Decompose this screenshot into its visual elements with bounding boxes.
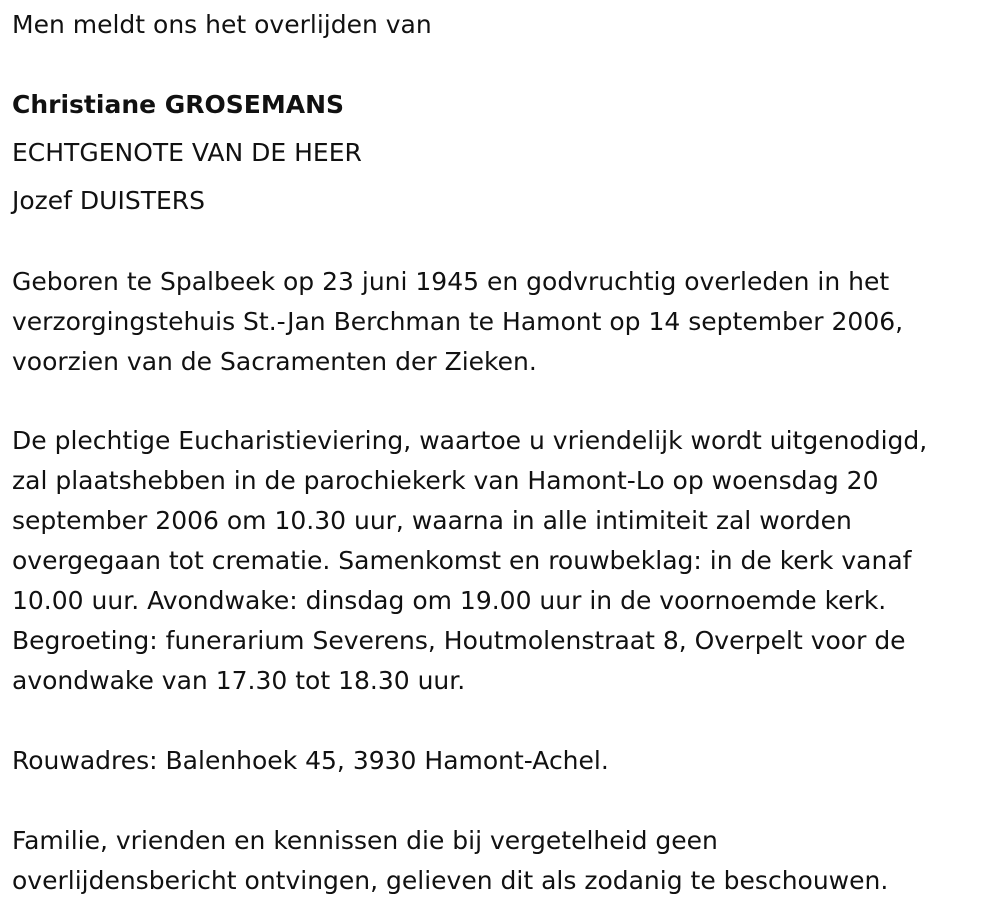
spouse-title: ECHTGENOTE VAN DE HEER xyxy=(12,138,362,167)
closing-line: Familie, vrienden en kennissen die bij vergetelheid geen xyxy=(12,826,718,855)
ceremony-line: 10.00 uur. Avondwake: dinsdag om 19.00 uur in de voornoemde kerk. xyxy=(12,586,887,615)
ceremony-line: avondwake van 17.30 tot 18.30 uur. xyxy=(12,666,466,695)
ceremony-line: De plechtige Eucharistieviering, waartoe u vriendelijk wordt uitgenodigd, xyxy=(12,426,928,455)
birth-death-line: voorzien van de Sacramenten der Zieken. xyxy=(12,347,537,376)
ceremony-line: Begroeting: funerarium Severens, Houtmolenstraat 8, Overpelt voor de xyxy=(12,626,906,655)
mourning-address: Rouwadres: Balenhoek 45, 3930 Hamont-Achel. xyxy=(12,746,609,775)
intro-text: Men meldt ons het overlijden van xyxy=(12,10,432,39)
closing-line: overlijdensbericht ontvingen, gelieven dit als zodanig te beschouwen. xyxy=(12,866,889,895)
ceremony-line: september 2006 om 10.30 uur, waarna in alle intimiteit zal worden xyxy=(12,506,852,535)
deceased-name: Christiane GROSEMANS xyxy=(12,90,345,119)
birth-death-line: Geboren te Spalbeek op 23 juni 1945 en godvruchtig overleden in het xyxy=(12,267,890,296)
birth-death-line: verzorgingstehuis St.-Jan Berchman te Hamont op 14 september 2006, xyxy=(12,307,904,336)
ceremony-line: overgegaan tot crematie. Samenkomst en rouwbeklag: in de kerk vanaf xyxy=(12,546,912,575)
spouse-name: Jozef DUISTERS xyxy=(12,186,206,215)
ceremony-line: zal plaatshebben in de parochiekerk van Hamont-Lo op woensdag 20 xyxy=(12,466,879,495)
